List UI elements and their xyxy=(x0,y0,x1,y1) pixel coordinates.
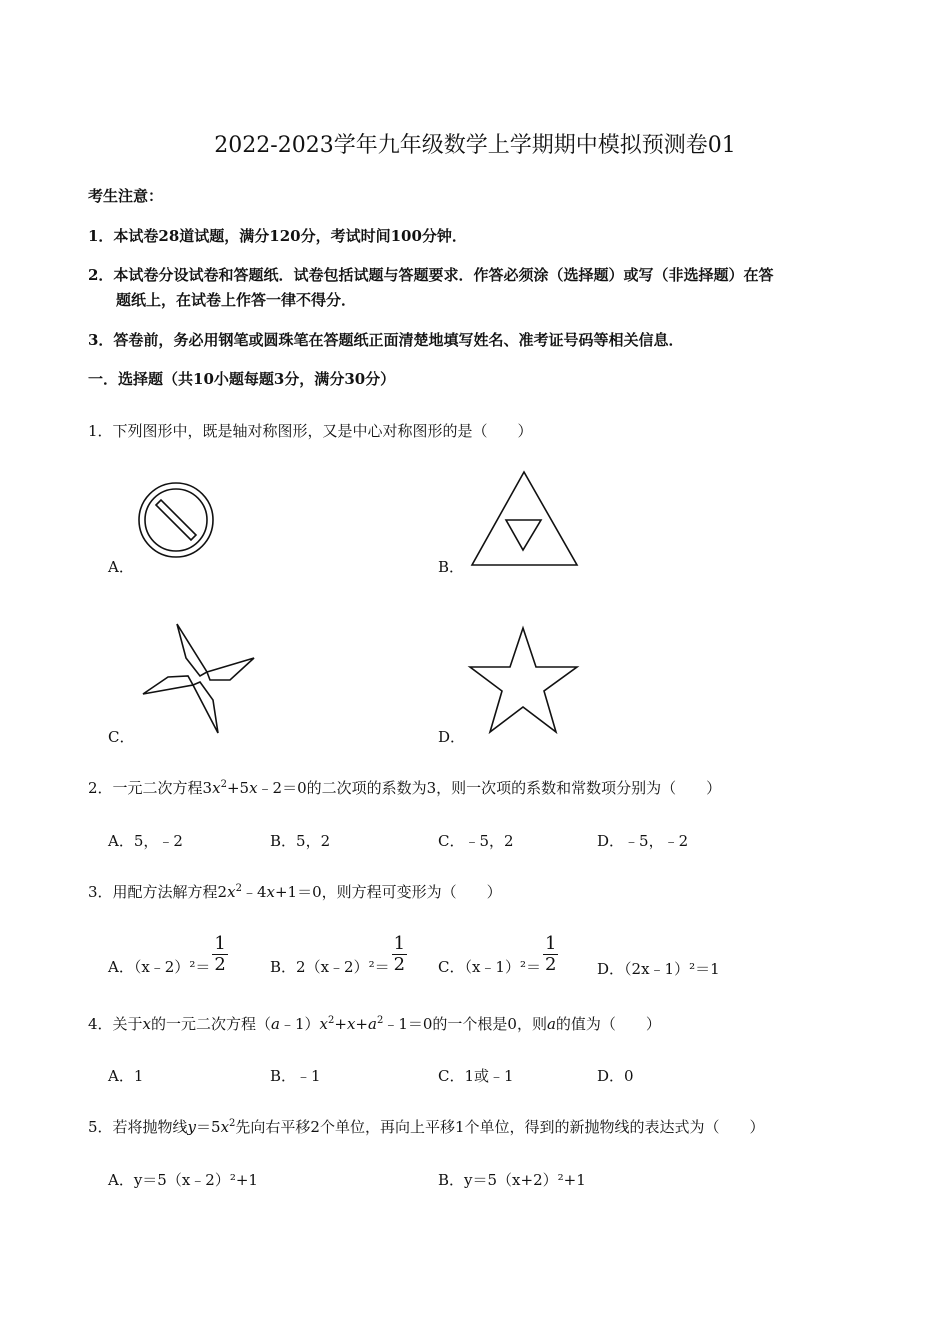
q2-option-a: A．5，﹣2 xyxy=(108,832,183,850)
five-pointed-star-icon xyxy=(470,626,580,736)
q3-option-a: A．（x﹣2）²＝ $\frac{1}{2}$ xyxy=(108,933,226,976)
q1-option-c-label: C． xyxy=(108,728,135,746)
q2-option-c: C．﹣5，2 xyxy=(438,832,514,850)
q4-option-c: C．1或﹣1 xyxy=(438,1067,514,1085)
q1-option-d-label: D． xyxy=(438,728,466,746)
q3-option-d: D．（2x﹣1）²＝1 xyxy=(597,960,720,978)
notice-heading: 考生注意： xyxy=(88,187,164,205)
notice-item-1: 1．本试卷28道试题，满分120分，考试时间100分钟． xyxy=(88,227,467,245)
q1-option-b-label: B． xyxy=(438,558,465,576)
pinwheel-icon xyxy=(140,622,260,737)
q3-stem: 3．用配方法解方程$2x^2﹣4x+1=0$，则方程可变形为（ ） xyxy=(88,883,502,901)
q3-option-b: B．2（x﹣2）²＝ $\frac{1}{2}$ xyxy=(270,933,406,976)
q2-option-b: B．5，2 xyxy=(270,832,331,850)
q1-stem: 1．下列图形中，既是轴对称图形，又是中心对称图形的是（ ） xyxy=(88,422,533,440)
q1-option-a-label: A． xyxy=(108,558,134,576)
triangle-with-inner-triangle-icon xyxy=(470,470,580,570)
q2-option-d: D．﹣5，﹣2 xyxy=(597,832,689,850)
q2-stem: 2．一元二次方程$3x^2+5x﹣2=0$的二次项的系数为3，则一次项的系数和常数项分别为（ ） xyxy=(88,779,722,797)
page-title: 2022-2023学年九年级数学上学期期中模拟预测卷01 xyxy=(214,133,736,158)
q3-option-c: C．（x﹣1）²＝ $\frac{1}{2}$ xyxy=(438,933,557,976)
q4-option-a: A．1 xyxy=(108,1067,144,1085)
q4-option-d: D．0 xyxy=(597,1067,634,1085)
notice-item-3: 3．答卷前，务必用钢笔或圆珠笔在答题纸正面清楚地填写姓名、准考证号码等相关信息． xyxy=(88,331,684,349)
q4-stem: 4．关于x的一元二次方程$(a﹣1)x^2+x+a^2﹣1=0$的一个根是0，则a的值为（ ） xyxy=(88,1015,661,1033)
no-entry-sign-icon xyxy=(138,480,218,560)
notice-item-2-cont: 题纸上，在试卷上作答一律不得分． xyxy=(116,291,357,309)
section-heading: 一．选择题（共10小题每题3分，满分30分） xyxy=(88,370,396,388)
q5-stem: 5．若将抛物线$y=5x^2$先向右平移2个单位，再向上平移1个单位，得到的新抛物线的表达式为（ ） xyxy=(88,1118,765,1136)
q5-option-a: A．y＝5（x﹣2）²+1 xyxy=(108,1171,258,1189)
notice-item-2: 2．本试卷分设试卷和答题纸．试卷包括试题与答题要求．作答必须涂（选择题）或写（非选择题）在答 xyxy=(88,266,774,284)
q4-option-b: B．﹣1 xyxy=(270,1067,321,1085)
q5-option-b: B．y＝5（x+2）²+1 xyxy=(438,1171,586,1189)
